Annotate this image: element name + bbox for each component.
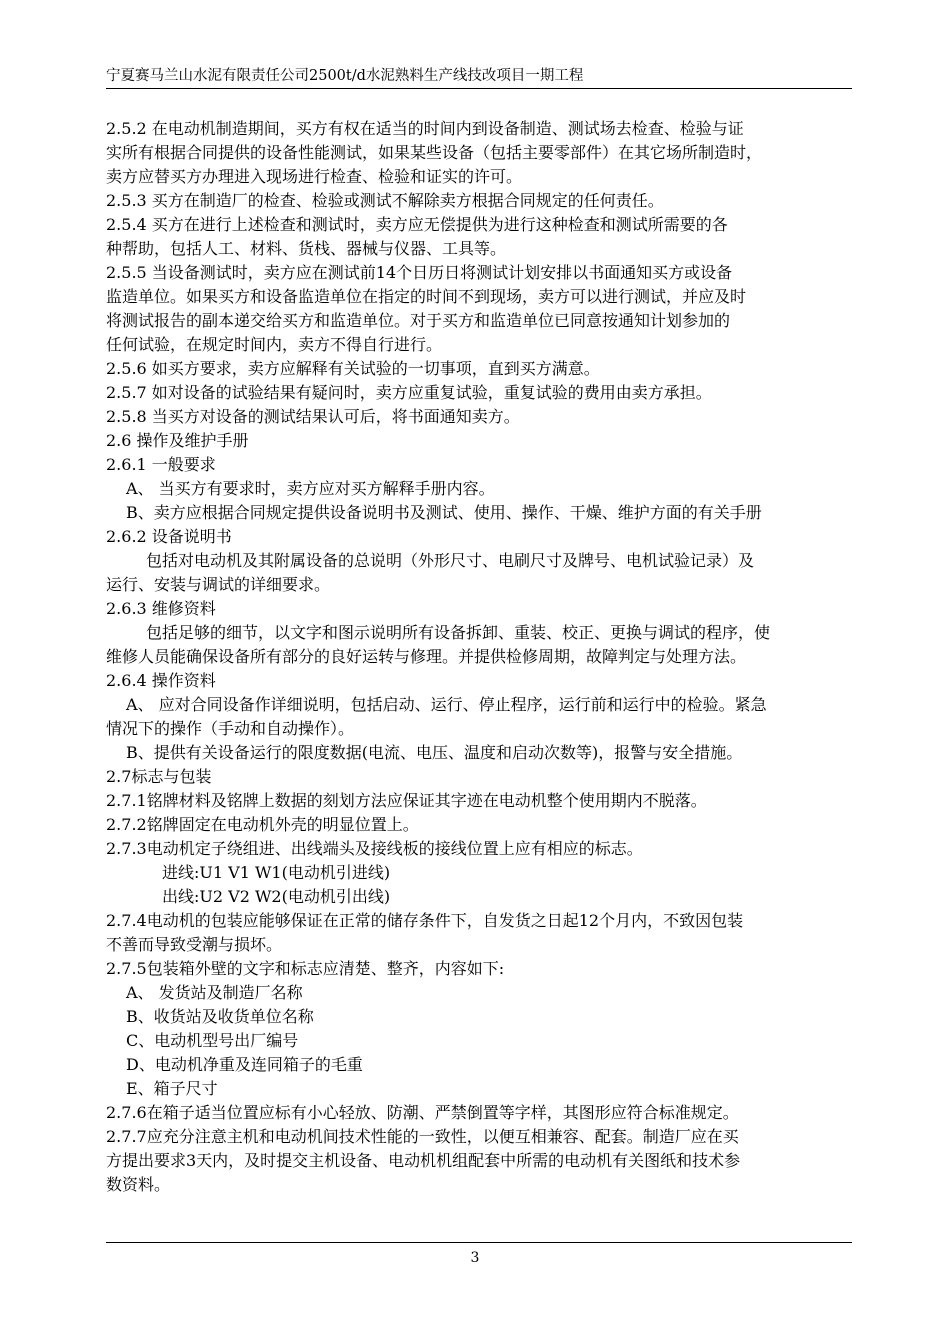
text-line: 任何试验，在规定时间内，卖方不得自行进行。 xyxy=(106,335,443,354)
text-line: A、 发货站及制造厂名称 xyxy=(126,983,303,1002)
text-line: 2.6.1 一般要求 xyxy=(106,455,216,474)
text-line: 包括对电动机及其附属设备的总说明（外形尺寸、电刷尺寸及牌号、电机试验记录）及 xyxy=(146,551,755,570)
text-line: A、 当买方有要求时，卖方应对买方解释手册内容。 xyxy=(126,479,495,498)
text-line: 出线:U2 V2 W2(电动机引出线) xyxy=(162,887,391,906)
text-line: A、 应对合同设备作详细说明，包括启动、运行、停止程序，运行前和运行中的检验。紧急 xyxy=(126,695,767,714)
text-line: 2.7标志与包装 xyxy=(106,767,212,786)
text-line: 2.5.8 当买方对设备的测试结果认可后，将书面通知卖方。 xyxy=(106,407,520,426)
page-header: 宁夏赛马兰山水泥有限责任公司2500t/d水泥熟料生产线技改项目一期工程 xyxy=(106,68,584,84)
text-line: 数资料。 xyxy=(106,1175,171,1194)
text-line: 进线:U1 V1 W1(电动机引进线) xyxy=(162,863,391,882)
text-line: 卖方应替买方办理进入现场进行检查、检验和证实的许可。 xyxy=(106,167,523,186)
text-line: 2.6 操作及维护手册 xyxy=(106,431,249,450)
text-line: 2.7.4电动机的包装应能够保证在正常的储存条件下，自发货之日起12个月内，不致因包装 xyxy=(106,911,744,930)
text-line: 监造单位。如果买方和设备监造单位在指定的时间不到现场，卖方可以进行测试，并应及时 xyxy=(106,287,747,306)
text-line: 方提出要求3天内，及时提交主机设备、电动机机组配套中所需的电动机有关图纸和技术参 xyxy=(106,1151,741,1170)
text-line: 包括足够的细节，以文字和图示说明所有设备拆卸、重装、校正、更换与调试的程序，使 xyxy=(146,623,771,642)
text-line: 2.7.5包装箱外壁的文字和标志应清楚、整齐，内容如下: xyxy=(106,959,505,978)
text-line: 情况下的操作（手动和自动操作）。 xyxy=(106,719,355,738)
text-line: 2.6.3 维修资料 xyxy=(106,599,216,618)
text-line: 2.5.5 当设备测试时，卖方应在测试前14个日历日将测试计划安排以书面通知买方或设备 xyxy=(106,263,733,282)
text-line: E、箱子尺寸 xyxy=(126,1079,218,1098)
text-line: 2.5.6 如买方要求，卖方应解释有关试验的一切事项，直到买方满意。 xyxy=(106,359,600,378)
document-body xyxy=(106,117,856,1197)
text-line: 2.5.3 买方在制造厂的检查、检验或测试不解除卖方根据合同规定的任何责任。 xyxy=(106,191,664,210)
text-line: 2.5.4 买方在进行上述检查和测试时，卖方应无偿提供为进行这种检查和测试所需要的各 xyxy=(106,215,728,234)
text-line: 2.6.2 设备说明书 xyxy=(106,527,232,546)
footer-rule xyxy=(106,1242,852,1243)
text-line: 2.7.6在箱子适当位置应标有小心轻放、防潮、严禁倒置等字样，其图形应符合标准规定。 xyxy=(106,1103,739,1122)
text-line: B、收货站及收货单位名称 xyxy=(126,1007,314,1026)
text-line: B、提供有关设备运行的限度数据(电流、电压、温度和启动次数等)，报警与安全措施。 xyxy=(126,743,743,762)
text-line: 维修人员能确保设备所有部分的良好运转与修理。并提供检修周期，故障判定与处理方法。 xyxy=(106,647,747,666)
text-line: 2.7.3电动机定子绕组进、出线端头及接线板的接线位置上应有相应的标志。 xyxy=(106,839,643,858)
text-line: 2.7.7应充分注意主机和电动机间技术性能的一致性，以便互相兼容、配套。制造厂应在买 xyxy=(106,1127,739,1146)
text-line: 2.5.7 如对设备的试验结果有疑问时，卖方应重复试验，重复试验的费用由卖方承担。 xyxy=(106,383,712,402)
text-line: 运行、安装与调试的详细要求。 xyxy=(106,575,331,594)
text-line: 种帮助，包括人工、材料、货栈、器械与仪器、工具等。 xyxy=(106,239,507,258)
text-line: B、卖方应根据合同规定提供设备说明书及测试、使用、操作、干燥、维护方面的有关手册 xyxy=(126,503,762,522)
text-line: 2.5.2 在电动机制造期间，买方有权在适当的时间内到设备制造、测试场去检查、检验与证 xyxy=(106,119,744,138)
text-line: 2.7.1铭牌材料及铭牌上数据的刻划方法应保证其字迹在电动机整个使用期内不脱落。 xyxy=(106,791,707,810)
text-line: 不善而导致受潮与损坏。 xyxy=(106,935,283,954)
text-line: 实所有根据合同提供的设备性能测试，如果某些设备（包括主要零部件）在其它场所制造时， xyxy=(106,143,763,162)
text-line: 2.7.2铭牌固定在电动机外壳的明显位置上。 xyxy=(106,815,419,834)
text-line: 2.6.4 操作资料 xyxy=(106,671,216,690)
page-number: 3 xyxy=(470,1250,480,1266)
text-line: 将测试报告的副本递交给买方和监造单位。对于买方和监造单位已同意按通知计划参加的 xyxy=(106,311,731,330)
header-rule xyxy=(106,88,852,89)
text-line: C、电动机型号出厂编号 xyxy=(126,1031,299,1050)
text-line: D、电动机净重及连同箱子的毛重 xyxy=(126,1055,363,1074)
